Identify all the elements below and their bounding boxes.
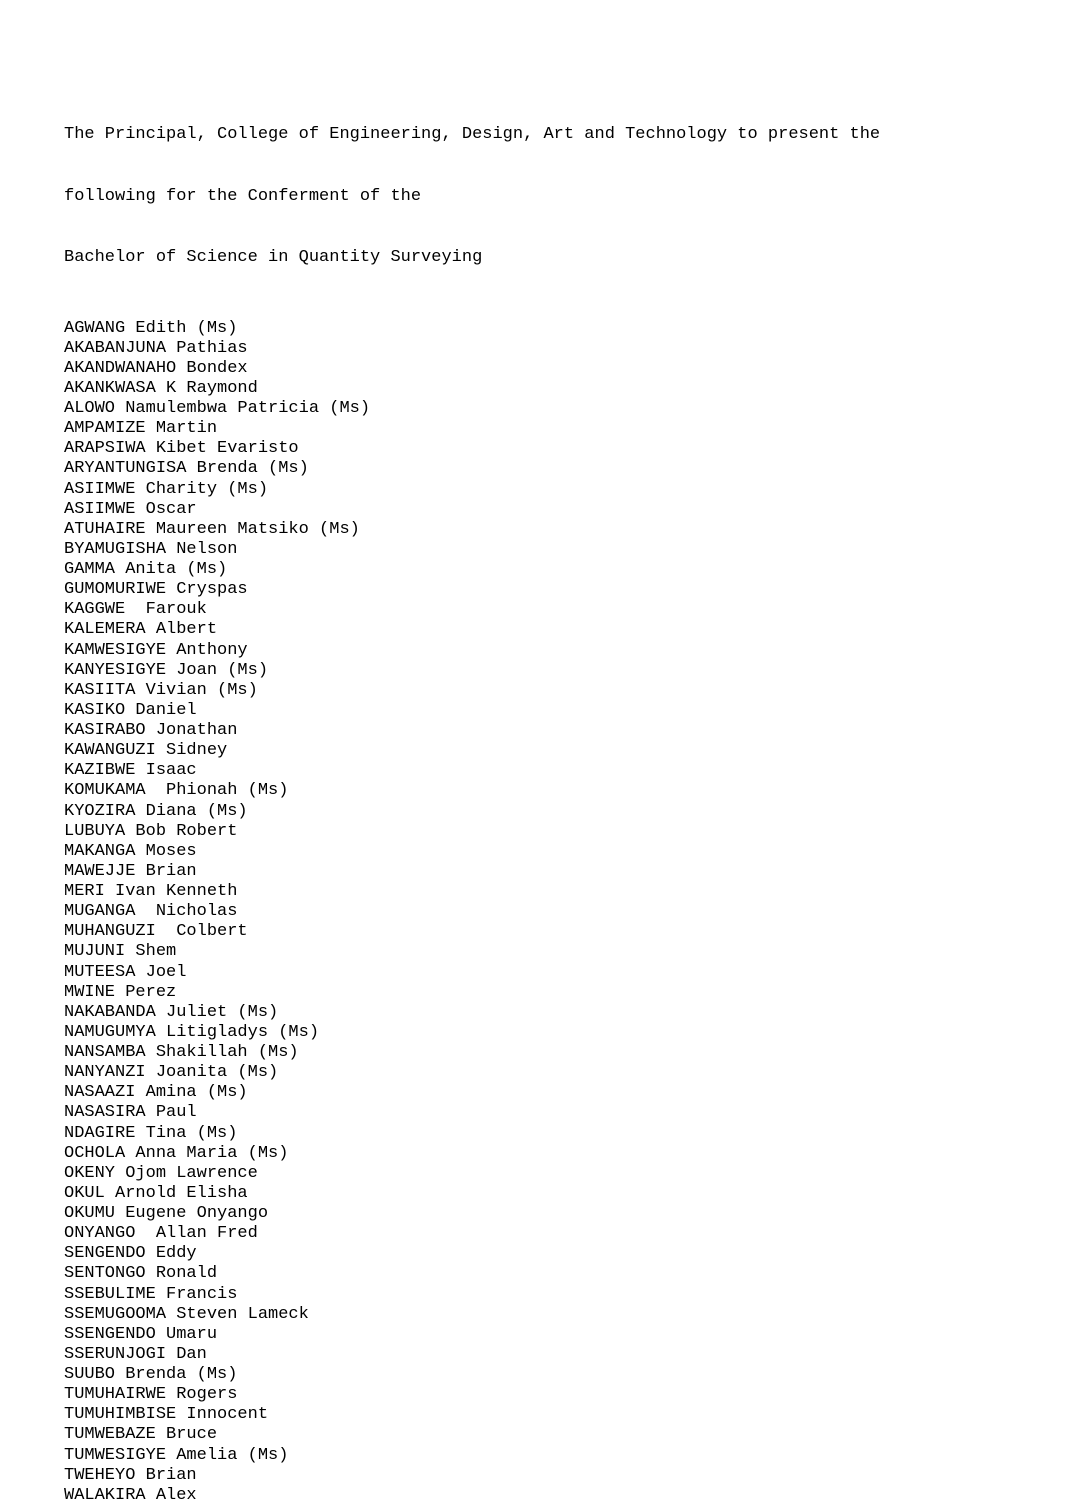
graduand-name: AKANKWASA K Raymond xyxy=(64,378,258,398)
header-line: The Principal, College of Engineering, Design, Art and Technology to present the xyxy=(64,125,881,144)
graduand-name: MUTEESA Joel xyxy=(64,962,187,982)
graduand-name: SENGENDO Eddy xyxy=(64,1244,197,1264)
graduand-name: LUBUYA Bob Robert xyxy=(64,821,238,841)
graduand-name: SENTONGO Ronald xyxy=(64,1264,218,1284)
graduand-name: ARAPSIWA Kibet Evaristo xyxy=(64,439,299,459)
graduand-name: WALAKIRA Alex xyxy=(64,1485,197,1505)
graduand-name: ALOWO Namulembwa Patricia (Ms) xyxy=(64,399,371,418)
graduand-name: GAMMA Anita (Ms) xyxy=(64,560,228,579)
header-line: following for the Conferment of the xyxy=(64,186,422,206)
graduand-name: NASASIRA Paul xyxy=(64,1103,197,1123)
graduand-name: OKUMU Eugene Onyango xyxy=(64,1204,269,1223)
graduand-name: OKENY Ojom Lawrence xyxy=(64,1163,258,1183)
graduand-name: MUJUNI Shem xyxy=(64,942,177,962)
graduand-name: NASAAZI Amina (Ms) xyxy=(64,1083,248,1103)
graduand-name: KASIKO Daniel xyxy=(64,700,197,720)
graduand-name: SSEBULIME Francis xyxy=(64,1284,238,1304)
graduand-name: ASIIMWE Oscar xyxy=(64,499,197,519)
graduand-name: KAMWESIGYE Anthony xyxy=(64,640,248,660)
graduand-name: AKABANJUNA Pathias xyxy=(64,338,248,358)
graduand-name: KAZIBWE Isaac xyxy=(64,761,197,781)
graduand-name: MERI Ivan Kenneth xyxy=(64,882,238,901)
graduand-name: OCHOLA Anna Maria (Ms) xyxy=(64,1143,289,1163)
graduand-name: NAMUGUMYA Litigladys (Ms) xyxy=(64,1022,320,1042)
graduand-name: TUMWESIGYE Amelia (Ms) xyxy=(64,1445,289,1465)
graduand-name: SSEMUGOOMA Steven Lameck xyxy=(64,1304,309,1324)
graduand-name: MUGANGA Nicholas xyxy=(64,902,238,922)
header-line: Bachelor of Science in Quantity Surveying xyxy=(64,248,483,267)
graduand-name: AGWANG Edith (Ms) xyxy=(64,318,238,338)
graduand-name: MAWEJJE Brian xyxy=(64,861,197,881)
document-page xyxy=(64,84,1044,1506)
graduand-name: NANSAMBA Shakillah (Ms) xyxy=(64,1043,299,1062)
graduand-name: KOMUKAMA Phionah (Ms) xyxy=(64,781,289,801)
graduand-name: ATUHAIRE Maureen Matsiko (Ms) xyxy=(64,519,360,539)
graduand-name: GUMOMURIWE Cryspas xyxy=(64,580,248,600)
graduand-name: ASIIMWE Charity (Ms) xyxy=(64,479,269,499)
graduand-name: TUMUHAIRWE Rogers xyxy=(64,1385,238,1405)
document-header xyxy=(64,84,1044,310)
graduand-list xyxy=(64,319,1044,1506)
graduand-name: NDAGIRE Tina (Ms) xyxy=(64,1123,238,1143)
graduand-name: BYAMUGISHA Nelson xyxy=(64,539,238,559)
graduand-name: ONYANGO Allan Fred xyxy=(64,1224,258,1244)
graduand-name: KANYESIGYE Joan (Ms) xyxy=(64,660,269,680)
graduand-name: KALEMERA Albert xyxy=(64,620,218,640)
graduand-name: MUHANGUZI Colbert xyxy=(64,922,248,942)
graduand-name: ARYANTUNGISA Brenda (Ms) xyxy=(64,459,309,479)
graduand-name: KAGGWE Farouk xyxy=(64,600,207,620)
graduand-name: AMPAMIZE Martin xyxy=(64,419,218,439)
graduand-name: OKUL Arnold Elisha xyxy=(64,1183,248,1203)
graduand-name: KAWANGUZI Sidney xyxy=(64,741,228,761)
graduand-name: NAKABANDA Juliet (Ms) xyxy=(64,1002,279,1022)
graduand-name: MAKANGA Moses xyxy=(64,841,197,861)
graduand-name: KASIRABO Jonathan xyxy=(64,721,238,740)
graduand-name: TWEHEYO Brian xyxy=(64,1465,197,1485)
graduand-name: SUUBO Brenda (Ms) xyxy=(64,1365,238,1384)
graduand-name: TUMUHIMBISE Innocent xyxy=(64,1405,269,1425)
graduand-name: AKANDWANAHO Bondex xyxy=(64,358,248,378)
graduand-name: TUMWEBAZE Bruce xyxy=(64,1425,218,1445)
graduand-name: NANYANZI Joanita (Ms) xyxy=(64,1063,279,1083)
graduand-name: SSENGENDO Umaru xyxy=(64,1324,218,1344)
graduand-name: SSERUNJOGI Dan xyxy=(64,1344,207,1364)
graduand-name: KYOZIRA Diana (Ms) xyxy=(64,801,248,821)
graduand-name: KASIITA Vivian (Ms) xyxy=(64,680,258,700)
graduand-name: MWINE Perez xyxy=(64,982,177,1002)
